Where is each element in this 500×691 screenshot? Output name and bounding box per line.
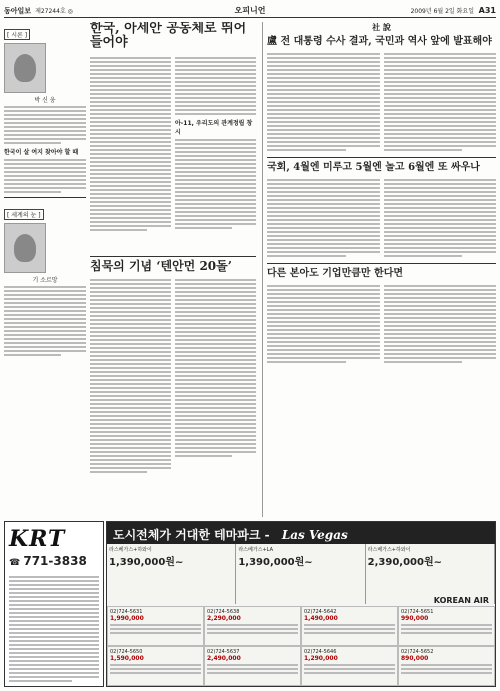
article-subhead: 아-11, 우리도의 관계정립 창시 <box>175 119 253 136</box>
phone-icon: ☎ <box>9 558 21 568</box>
lasvegas-advertisement <box>106 521 496 687</box>
page-number: A31 <box>478 6 496 15</box>
column-body-2 <box>4 159 86 193</box>
issue-number: 제27244호 ◎ <box>35 8 73 15</box>
editorial-headline-1: 盧 전 대통령 수사 결과, 국민과 역사 앞에 발표해야 <box>267 36 492 47</box>
ad-title-script: Las Vegas <box>281 528 348 542</box>
ad-grid-cell: 02)724-5650 1,590,000 <box>107 646 204 686</box>
columnist-column <box>4 22 86 517</box>
ad-grid-cell: 02)724-5652 890,000 <box>398 646 495 686</box>
editorial-section <box>262 22 496 517</box>
column-body-3 <box>4 286 86 356</box>
ad-grid-cell: 02)724-5631 1,990,000 <box>107 606 204 646</box>
ad-grid-cell: 02)724-5646 1,290,000 <box>301 646 398 686</box>
newspaper-name: 동아일보 <box>4 6 32 15</box>
ad-grid <box>107 606 495 686</box>
column-kicker: [ 시론 ] <box>4 29 30 40</box>
editorial-headline-2: 국회, 4월엔 미루고 5월엔 놀고 6월엔 또 싸우나 <box>267 162 480 173</box>
columnist-name-2: 기 소르망 <box>32 277 58 284</box>
ad-strip-cell: 라스베가스+LA 1,390,000원~ <box>236 544 365 604</box>
columnist-name: 박 신 웅 <box>34 97 56 104</box>
krt-phone: ☎ 771-3838 <box>9 554 87 568</box>
ad-grid-cell: 02)724-5651 990,000 <box>398 606 495 646</box>
krt-logo: KRT <box>9 526 66 552</box>
opinion-article-2 <box>90 256 256 516</box>
editorial-headline-3: 다른 본아도 기업만큼만 한다면 <box>267 268 404 279</box>
columnist-photo <box>4 43 46 93</box>
face-icon <box>14 54 36 82</box>
article-headline: 한국, 아세안 공동체로 뛰어들어야 <box>90 22 247 51</box>
ad-strip <box>107 544 495 604</box>
column-kicker-2: [ 세계의 눈 ] <box>4 209 44 220</box>
publish-date: 2009년 6월 2일 화요일 <box>410 8 474 15</box>
opinion-article-1 <box>90 22 256 252</box>
face-icon <box>14 234 36 262</box>
editorial-kicker: 社 說 <box>372 23 391 32</box>
ad-grid-cell: 02)724-5637 2,490,000 <box>204 646 301 686</box>
ad-strip-cell: 라스베가스+하와이 2,390,000원~ <box>366 544 495 604</box>
ad-grid-cell: 02)724-5638 2,290,000 <box>204 606 301 646</box>
ad-strip-cell: 라스베가스+하와이 1,390,000원~ <box>107 544 236 604</box>
column-body <box>4 106 86 144</box>
page-header <box>4 4 496 18</box>
columnist-photo-2 <box>4 223 46 273</box>
article-headline-2: 침묵의 기념 ‘텐안먼 20돌’ <box>90 259 232 273</box>
ad-title: 도시전체가 거대한 테마파크 - Las Vegas <box>107 522 495 544</box>
ad-grid-cell: 02)724-5642 1,490,000 <box>301 606 398 646</box>
airline-logo: KOREAN AIR <box>433 596 489 605</box>
column-subhead: 한국이 살 여지 찾아야 할 때 <box>4 149 79 156</box>
krt-advertisement <box>4 521 104 687</box>
section-title: 오피니언 <box>234 6 266 15</box>
